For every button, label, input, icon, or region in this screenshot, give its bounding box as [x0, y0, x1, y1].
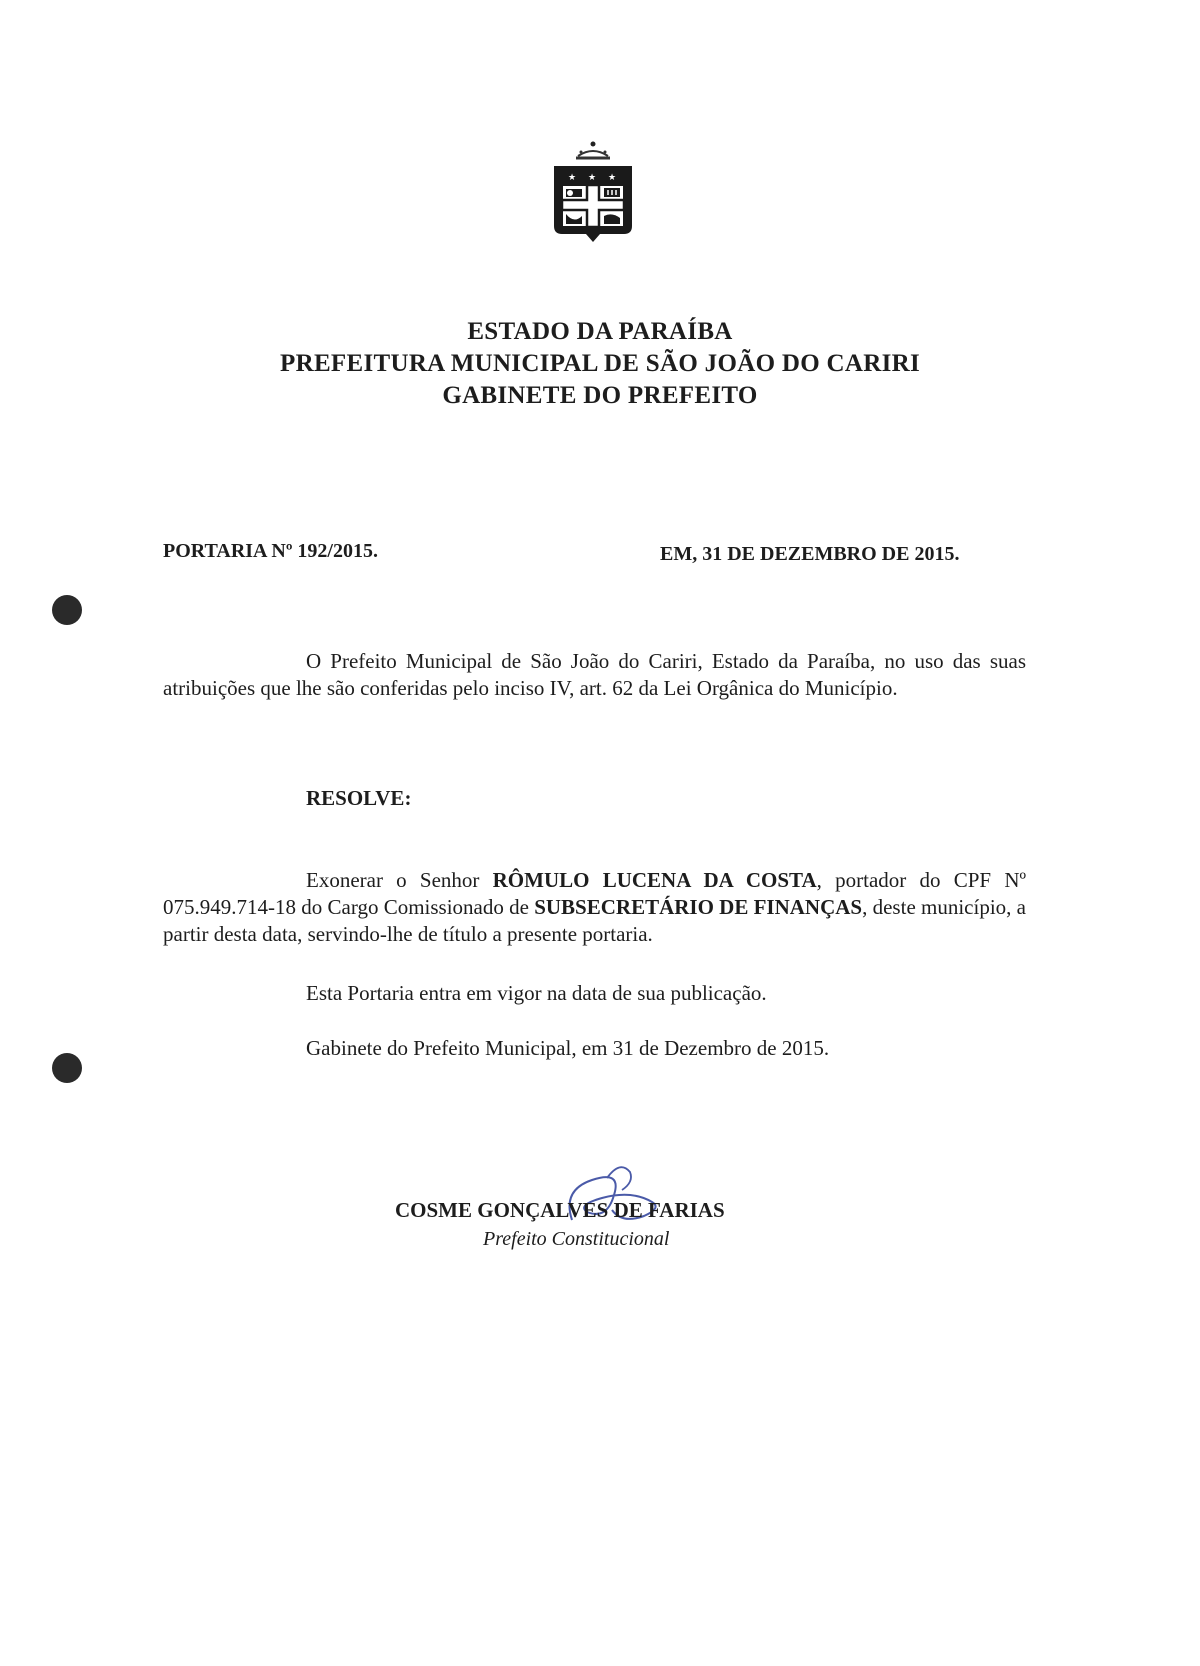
svg-text:★: ★ [608, 173, 617, 183]
article-paragraph [163, 867, 1026, 948]
svg-text:★: ★ [568, 173, 577, 183]
signatory-title: Prefeito Constitucional [483, 1228, 670, 1250]
article-text-1: Exonerar o Senhor [306, 868, 493, 892]
article-text-2: , portador do CPF Nº 075.949.714-18 do Cargo Comissionado de [163, 868, 1026, 919]
header-office: GABINETE DO PREFEITO [442, 382, 758, 409]
header-municipality: PREFEITURA MUNICIPAL DE SÃO JOÃO DO CARIRI [280, 350, 920, 377]
resolve-heading: RESOLVE: [306, 786, 412, 810]
document-date: EM, 31 DE DEZEMBRO DE 2015. [660, 543, 960, 565]
validity-paragraph: Esta Portaria entra em vigor na data de sua publicação. [306, 981, 767, 1005]
article-text-3: , deste município, a partir desta data, servindo-lhe de título a presente portaria. [163, 895, 1026, 946]
signatory-name: COSME GONÇALVES DE FARIAS [395, 1198, 725, 1222]
binder-hole [52, 595, 82, 625]
preamble-text: O Prefeito Municipal de São João do Cariri, Estado da Paraíba, no uso das suas atribuições que lhe são conferidas pelo inciso IV, art. 62 da Lei Orgânica do Município. [163, 649, 1026, 700]
header-state: ESTADO DA PARAÍBA [467, 318, 733, 345]
person-name: RÔMULO LUCENA DA COSTA [492, 868, 817, 892]
preamble-paragraph [163, 648, 1026, 702]
closing-paragraph: Gabinete do Prefeito Municipal, em 31 de Dezembro de 2015. [306, 1036, 830, 1060]
position-name: SUBSECRETÁRIO DE FINANÇAS [534, 895, 863, 919]
document-number: PORTARIA Nº 192/2015. [163, 540, 378, 562]
binder-hole [52, 1053, 82, 1083]
municipal-crest-icon [548, 138, 638, 250]
svg-text:★: ★ [588, 173, 597, 183]
